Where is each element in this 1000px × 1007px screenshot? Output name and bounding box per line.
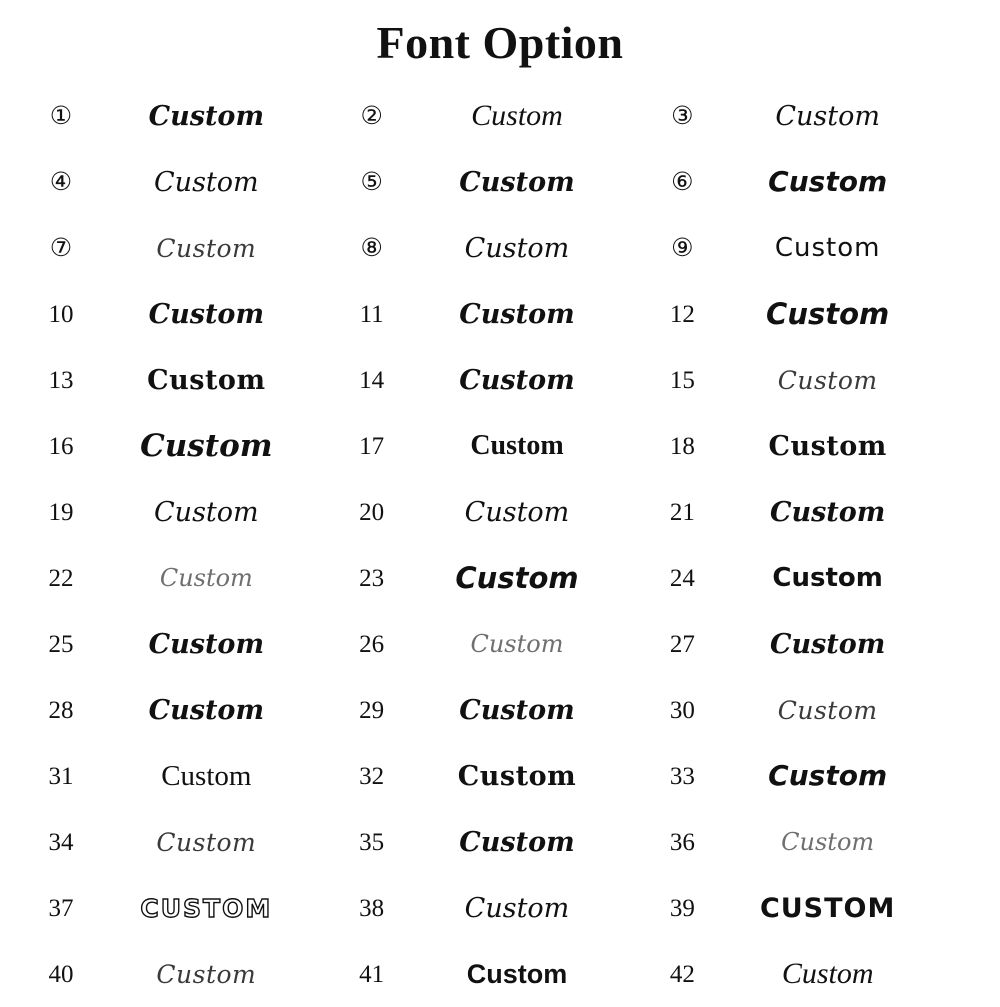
- font-option-40[interactable]: [34, 941, 345, 1007]
- font-sample-text: Custom: [459, 826, 575, 858]
- font-option-number: ⑤: [360, 168, 383, 196]
- font-option-14[interactable]: [345, 347, 656, 413]
- font-option-number: 32: [359, 762, 385, 790]
- font-sample-text: Custom: [768, 430, 887, 462]
- font-option-39[interactable]: [655, 875, 966, 941]
- font-option-number: 21: [669, 498, 695, 526]
- font-option-number: 17: [359, 432, 385, 460]
- font-option-number: 14: [359, 366, 385, 394]
- font-option-number: ⑨: [671, 234, 694, 262]
- font-option-number: ⑥: [671, 168, 694, 196]
- font-sample-text: Custom: [459, 166, 575, 198]
- font-option-5[interactable]: [345, 149, 656, 215]
- font-sample-text: Custom: [769, 628, 886, 660]
- font-option-15[interactable]: [655, 347, 966, 413]
- font-option-12[interactable]: [655, 281, 966, 347]
- font-option-number: 23: [359, 564, 385, 592]
- font-option-29[interactable]: [345, 677, 656, 743]
- font-sample-text: Custom: [156, 827, 257, 857]
- font-sample-text: CUSTOM: [759, 892, 896, 924]
- font-option-6[interactable]: [655, 149, 966, 215]
- font-sample-text: Custom: [464, 232, 570, 264]
- font-sample-text: Custom: [147, 364, 266, 396]
- font-option-number: 31: [48, 762, 74, 790]
- font-option-number: ①: [49, 102, 73, 130]
- font-option-number: 25: [48, 630, 74, 658]
- font-option-number: 38: [359, 894, 385, 922]
- font-option-number: 41: [359, 960, 385, 988]
- font-option-number: 27: [669, 630, 695, 658]
- font-option-number: 28: [48, 696, 74, 724]
- font-option-number: 37: [48, 894, 74, 922]
- font-option-3[interactable]: [655, 83, 966, 149]
- font-option-number: 11: [359, 300, 384, 328]
- font-option-number: 19: [48, 498, 74, 526]
- font-sample-text: Custom: [457, 760, 577, 792]
- font-sample-text: Custom: [459, 298, 575, 330]
- font-sample-text: Custom: [781, 828, 875, 856]
- font-option-number: 34: [48, 828, 74, 856]
- font-option-23[interactable]: [345, 545, 656, 611]
- font-option-25[interactable]: [34, 611, 345, 677]
- font-option-9[interactable]: [655, 215, 966, 281]
- font-option-number: ⑦: [49, 234, 73, 262]
- font-option-1[interactable]: [34, 83, 345, 149]
- font-option-38[interactable]: [345, 875, 656, 941]
- font-option-number: 12: [669, 300, 695, 328]
- font-sample-text: Custom: [466, 958, 568, 989]
- font-sample-text: Custom: [772, 563, 883, 593]
- font-option-28[interactable]: [34, 677, 345, 743]
- font-option-20[interactable]: [345, 479, 656, 545]
- font-sample-text: Custom: [775, 100, 880, 132]
- font-option-number: 39: [669, 894, 695, 922]
- font-option-number: 33: [669, 762, 695, 790]
- font-option-41[interactable]: [345, 941, 656, 1007]
- font-option-number: 13: [48, 366, 74, 394]
- font-option-18[interactable]: [655, 413, 966, 479]
- font-option-34[interactable]: [34, 809, 345, 875]
- font-sample-text: Custom: [455, 560, 579, 595]
- font-option-19[interactable]: [34, 479, 345, 545]
- font-option-24[interactable]: [655, 545, 966, 611]
- font-sample-text: CUSTOM: [140, 893, 273, 923]
- font-sample-text: Custom: [471, 99, 563, 132]
- font-option-37[interactable]: [34, 875, 345, 941]
- font-option-21[interactable]: [655, 479, 966, 545]
- font-option-2[interactable]: [345, 83, 656, 149]
- font-option-number: 35: [359, 828, 385, 856]
- font-option-7[interactable]: [34, 215, 345, 281]
- font-sample-text: Custom: [774, 233, 881, 263]
- font-sample-text: Custom: [470, 630, 564, 658]
- font-option-number: 22: [48, 564, 74, 592]
- font-option-number: 16: [48, 432, 74, 460]
- font-sample-text: Custom: [768, 759, 888, 792]
- font-sample-text: Custom: [766, 296, 890, 331]
- font-option-26[interactable]: [345, 611, 656, 677]
- font-option-number: ③: [671, 102, 694, 130]
- font-option-42[interactable]: [655, 941, 966, 1007]
- font-option-16[interactable]: [34, 413, 345, 479]
- font-sample-text: Custom: [459, 694, 575, 726]
- font-option-number: 18: [669, 432, 695, 460]
- font-option-grid: [0, 79, 1000, 1007]
- font-option-number: 20: [359, 498, 385, 526]
- font-option-22[interactable]: [34, 545, 345, 611]
- font-sample-text: Custom: [148, 298, 265, 330]
- font-option-number: 40: [48, 960, 74, 988]
- font-option-33[interactable]: [655, 743, 966, 809]
- font-sample-text: Custom: [768, 165, 888, 198]
- font-sample-text: Custom: [148, 100, 265, 132]
- font-option-number: 26: [359, 630, 385, 658]
- font-option-8[interactable]: [345, 215, 656, 281]
- font-option-4[interactable]: [34, 149, 345, 215]
- font-sample-text: Custom: [154, 166, 259, 198]
- font-option-number: 15: [669, 366, 695, 394]
- font-option-number: ⑧: [360, 234, 383, 262]
- font-option-11[interactable]: [345, 281, 656, 347]
- font-sample-text: Custom: [459, 364, 575, 396]
- font-option-32[interactable]: [345, 743, 656, 809]
- font-option-number: 10: [48, 300, 74, 328]
- font-sample-text: Custom: [156, 233, 257, 263]
- font-sample-text: Custom: [777, 365, 878, 395]
- font-option-number: 36: [669, 828, 695, 856]
- font-sample-text: Custom: [161, 759, 252, 792]
- font-option-number: 42: [669, 960, 695, 988]
- font-sample-text: Custom: [140, 427, 273, 464]
- font-option-number: ②: [360, 102, 383, 130]
- font-option-35[interactable]: [345, 809, 656, 875]
- page-title: Font Option: [376, 17, 624, 68]
- font-sample-text: Custom: [148, 628, 265, 660]
- font-option-30[interactable]: [655, 677, 966, 743]
- font-option-number: 29: [359, 696, 385, 724]
- font-option-13[interactable]: [34, 347, 345, 413]
- font-sample-text: Custom: [470, 430, 564, 461]
- font-option-36[interactable]: [655, 809, 966, 875]
- font-option-number: 30: [669, 696, 695, 724]
- font-sample-text: Custom: [769, 496, 886, 528]
- font-sample-text: Custom: [777, 695, 878, 725]
- font-sample-text: Custom: [464, 496, 570, 528]
- font-sample-text: Custom: [154, 496, 259, 528]
- font-option-number: ④: [49, 168, 73, 196]
- font-option-31[interactable]: [34, 743, 345, 809]
- font-sample-text: Custom: [148, 694, 265, 726]
- font-option-number: 24: [669, 564, 695, 592]
- font-sample-text: Custom: [464, 892, 570, 924]
- font-option-17[interactable]: [345, 413, 656, 479]
- font-sample-text: Custom: [156, 959, 257, 989]
- font-option-10[interactable]: [34, 281, 345, 347]
- font-sample-text: Custom: [781, 957, 874, 990]
- font-option-27[interactable]: [655, 611, 966, 677]
- font-sample-text: Custom: [159, 564, 253, 592]
